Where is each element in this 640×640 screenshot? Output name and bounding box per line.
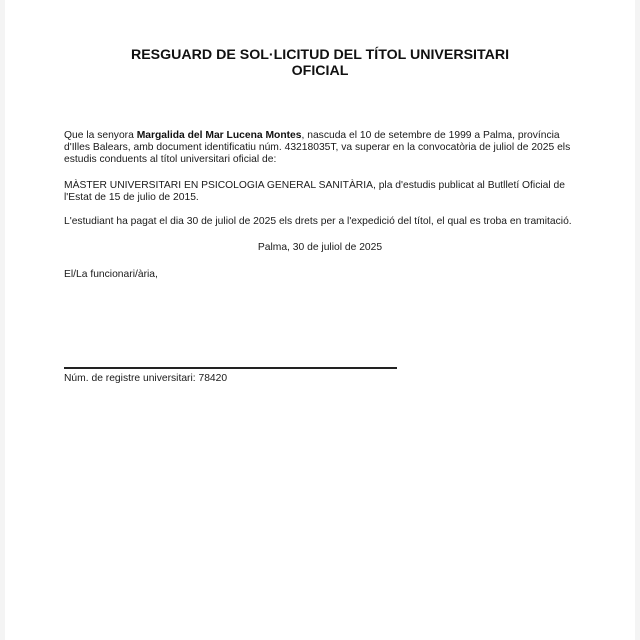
document-title [0,47,640,79]
payment-paragraph: L'estudiant ha pagat el dia 30 de juliol de 2025 els drets per a l'expedició del títol, el qual es troba en tramitació. [64,216,572,227]
paragraph-prefix: Que la senyora [64,130,137,141]
degree-paragraph: MÀSTER UNIVERSITARI EN PSICOLOGIA GENERAL SANITÀRIA, pla d'estudis publicat al Butlletí Oficial de l'Estat de 15 de julio de 2015. [64,180,565,203]
title-line-1: RESGUARD DE SOL·LICITUD DEL TÍTOL UNIVERSITARI [130,47,510,63]
student-name: Margalida del Mar Lucena Montes [136,130,302,141]
title-line-2: OFICIAL [291,63,349,79]
place-date: Palma, 30 de juliol de 2025 [257,242,383,253]
registry-number: Núm. de registre universitari: 78420 [64,373,228,384]
certification-paragraph [64,130,584,166]
paragraph-suffix: , nascuda el 10 de setembre de 1999 a Palma, província d'Illes Balears, amb document identificatiu núm. 43218035T, va superar en la convocatòria de juliol de 2025 els estudis conduents al títol universitari oficial de: [64,130,571,165]
signature-line [64,367,397,369]
official-label: El/La funcionari/ària, [64,269,158,280]
document-page [5,0,635,640]
